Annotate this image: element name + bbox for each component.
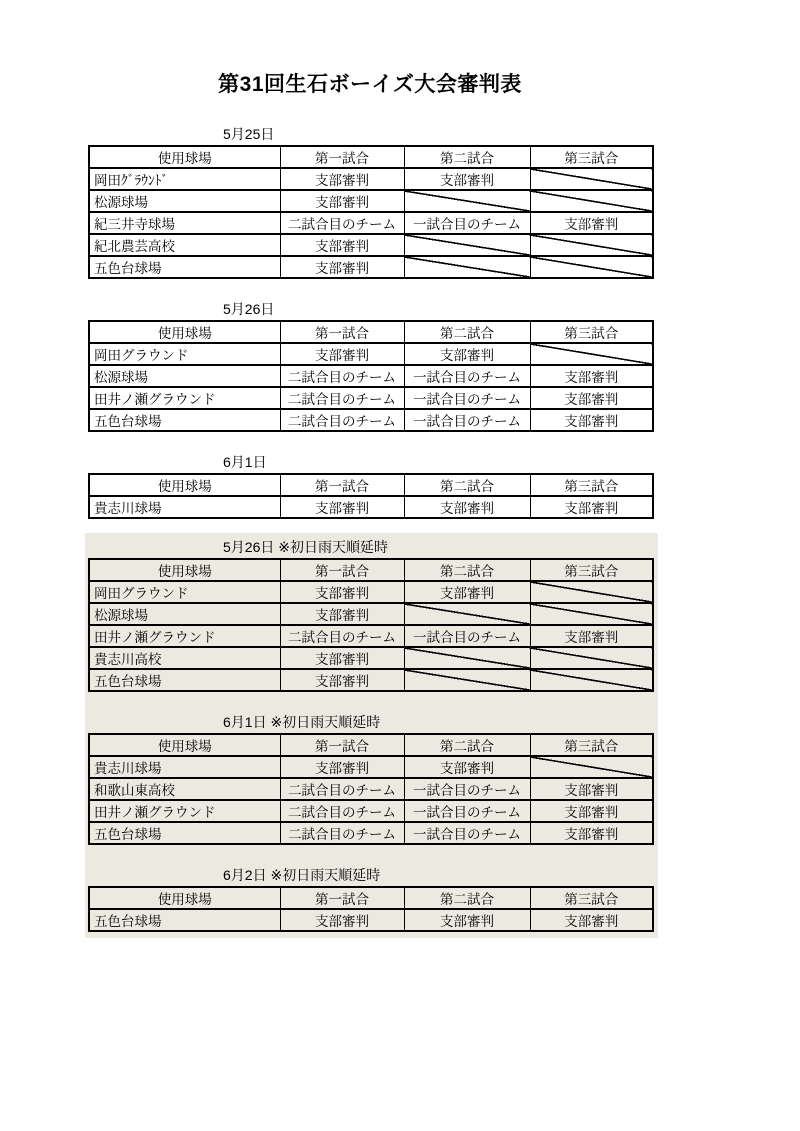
table-date-label: 5月26日 [223,301,275,317]
game-cell: 支部審判 [530,909,653,931]
game-cell: 支部審判 [404,496,530,518]
game-cell: 支部審判 [404,343,530,365]
venue-cell: 松源球場 [89,603,280,625]
schedule-table [88,320,654,432]
schedule-section [88,539,652,692]
game-cell: 一試合目のチーム [404,212,530,234]
venue-cell: 田井ノ瀬グラウンド [89,387,280,409]
game-cell: 支部審判 [280,581,404,603]
game-cell: 一試合目のチーム [404,409,530,431]
schedule-section [88,714,652,845]
schedule-section [88,301,652,432]
table-row [89,647,653,669]
game-cell: 二試合目のチーム [280,212,404,234]
table-row [89,409,653,431]
game-cell: 支部審判 [280,669,404,691]
diagonal-cell [530,581,653,603]
table-row [89,581,653,603]
game-cell: 支部審判 [530,212,653,234]
header-row [89,146,653,168]
diagonal-cell [530,256,653,278]
rain-postponement-block [85,533,658,938]
column-header: 第一試合 [280,734,404,756]
header-row [89,559,653,581]
venue-cell: 田井ノ瀬グラウンド [89,625,280,647]
venue-cell: 貴志川球場 [89,756,280,778]
game-cell: 支部審判 [404,168,530,190]
game-cell: 支部審判 [530,387,653,409]
schedule-sections [0,126,800,938]
schedule-table [88,558,654,692]
game-cell: 二試合目のチーム [280,778,404,800]
diagonal-cell [530,234,653,256]
game-cell: 二試合目のチーム [280,800,404,822]
venue-cell: 和歌山東高校 [89,778,280,800]
diagonal-cell [530,603,653,625]
table-row [89,212,653,234]
table-date-label: 6月1日 [223,454,267,470]
table-row [89,756,653,778]
diagonal-cell [404,669,530,691]
game-cell: 支部審判 [280,647,404,669]
column-header: 使用球場 [89,146,280,168]
table-row [89,343,653,365]
game-cell: 支部審判 [530,800,653,822]
table-row [89,822,653,844]
table-date-label: 6月1日 ※初日雨天順延時 [223,714,381,730]
diagonal-cell [530,343,653,365]
game-cell: 一試合目のチーム [404,800,530,822]
venue-cell: 五色台球場 [89,409,280,431]
schedule-section [88,867,652,932]
column-header: 第一試合 [280,321,404,343]
table-row [89,234,653,256]
column-header: 第三試合 [530,887,653,909]
venue-cell: 松源球場 [89,365,280,387]
venue-cell: 岡田グラウンド [89,343,280,365]
table-date-label: 5月25日 [223,126,275,142]
game-cell: 一試合目のチーム [404,387,530,409]
venue-cell: 紀三井寺球場 [89,212,280,234]
column-header: 第二試合 [404,734,530,756]
game-cell: 二試合目のチーム [280,625,404,647]
schedule-table [88,473,654,519]
table-row [89,256,653,278]
page-title: 第31回生石ボーイズ大会審判表 [218,73,522,96]
column-header: 第三試合 [530,474,653,496]
table-row [89,800,653,822]
table-row [89,365,653,387]
column-header: 使用球場 [89,474,280,496]
column-header: 使用球場 [89,559,280,581]
game-cell: 一試合目のチーム [404,365,530,387]
column-header: 第三試合 [530,559,653,581]
table-row [89,496,653,518]
table-date-label: 6月2日 ※初日雨天順延時 [223,867,381,883]
venue-cell: 貴志川球場 [89,496,280,518]
game-cell: 支部審判 [280,909,404,931]
game-cell: 支部審判 [280,168,404,190]
schedule-table [88,733,654,845]
column-header: 第二試合 [404,146,530,168]
venue-cell: 五色台球場 [89,256,280,278]
table-row [89,168,653,190]
table-date-label: 5月26日 ※初日雨天順延時 [223,539,388,555]
schedule-section [88,126,652,279]
diagonal-cell [530,190,653,212]
column-header: 使用球場 [89,734,280,756]
column-header: 第二試合 [404,559,530,581]
game-cell: 支部審判 [404,581,530,603]
game-cell: 二試合目のチーム [280,409,404,431]
game-cell: 一試合目のチーム [404,625,530,647]
schedule-section [88,454,652,519]
game-cell: 一試合目のチーム [404,778,530,800]
table-row [89,625,653,647]
diagonal-cell [404,603,530,625]
venue-cell: 貴志川高校 [89,647,280,669]
game-cell: 支部審判 [280,343,404,365]
table-row [89,909,653,931]
column-header: 第三試合 [530,321,653,343]
game-cell: 支部審判 [280,234,404,256]
schedule-table [88,145,654,279]
diagonal-cell [530,756,653,778]
column-header: 第二試合 [404,474,530,496]
header-row [89,887,653,909]
venue-cell: 五色台球場 [89,822,280,844]
table-row [89,190,653,212]
column-header: 第一試合 [280,887,404,909]
column-header: 第一試合 [280,559,404,581]
game-cell: 一試合目のチーム [404,822,530,844]
schedule-table [88,886,654,932]
game-cell: 支部審判 [280,756,404,778]
game-cell: 支部審判 [530,778,653,800]
diagonal-cell [404,234,530,256]
column-header: 第三試合 [530,734,653,756]
game-cell: 支部審判 [530,822,653,844]
column-header: 第三試合 [530,146,653,168]
game-cell: 支部審判 [404,909,530,931]
game-cell: 支部審判 [530,365,653,387]
column-header: 第一試合 [280,146,404,168]
game-cell: 二試合目のチーム [280,387,404,409]
table-row [89,669,653,691]
diagonal-cell [530,669,653,691]
diagonal-cell [404,647,530,669]
venue-cell: 五色台球場 [89,669,280,691]
venue-cell: 紀北農芸高校 [89,234,280,256]
table-row [89,387,653,409]
game-cell: 支部審判 [530,409,653,431]
game-cell: 支部審判 [280,496,404,518]
venue-cell: 岡田グラウンド [89,581,280,603]
game-cell: 支部審判 [280,603,404,625]
column-header: 第一試合 [280,474,404,496]
column-header: 使用球場 [89,321,280,343]
header-row [89,474,653,496]
header-row [89,734,653,756]
game-cell: 支部審判 [530,625,653,647]
game-cell: 二試合目のチーム [280,365,404,387]
venue-cell: 松源球場 [89,190,280,212]
game-cell: 支部審判 [530,496,653,518]
table-row [89,778,653,800]
header-row [89,321,653,343]
game-cell: 二試合目のチーム [280,822,404,844]
venue-cell: 岡田ｸﾞﾗｳﾝﾄﾞ [89,168,280,190]
diagonal-cell [530,647,653,669]
column-header: 第二試合 [404,887,530,909]
diagonal-cell [404,256,530,278]
game-cell: 支部審判 [280,190,404,212]
table-row [89,603,653,625]
column-header: 使用球場 [89,887,280,909]
venue-cell: 田井ノ瀬グラウンド [89,800,280,822]
game-cell: 支部審判 [280,256,404,278]
game-cell: 支部審判 [404,756,530,778]
diagonal-cell [404,190,530,212]
venue-cell: 五色台球場 [89,909,280,931]
column-header: 第二試合 [404,321,530,343]
diagonal-cell [530,168,653,190]
